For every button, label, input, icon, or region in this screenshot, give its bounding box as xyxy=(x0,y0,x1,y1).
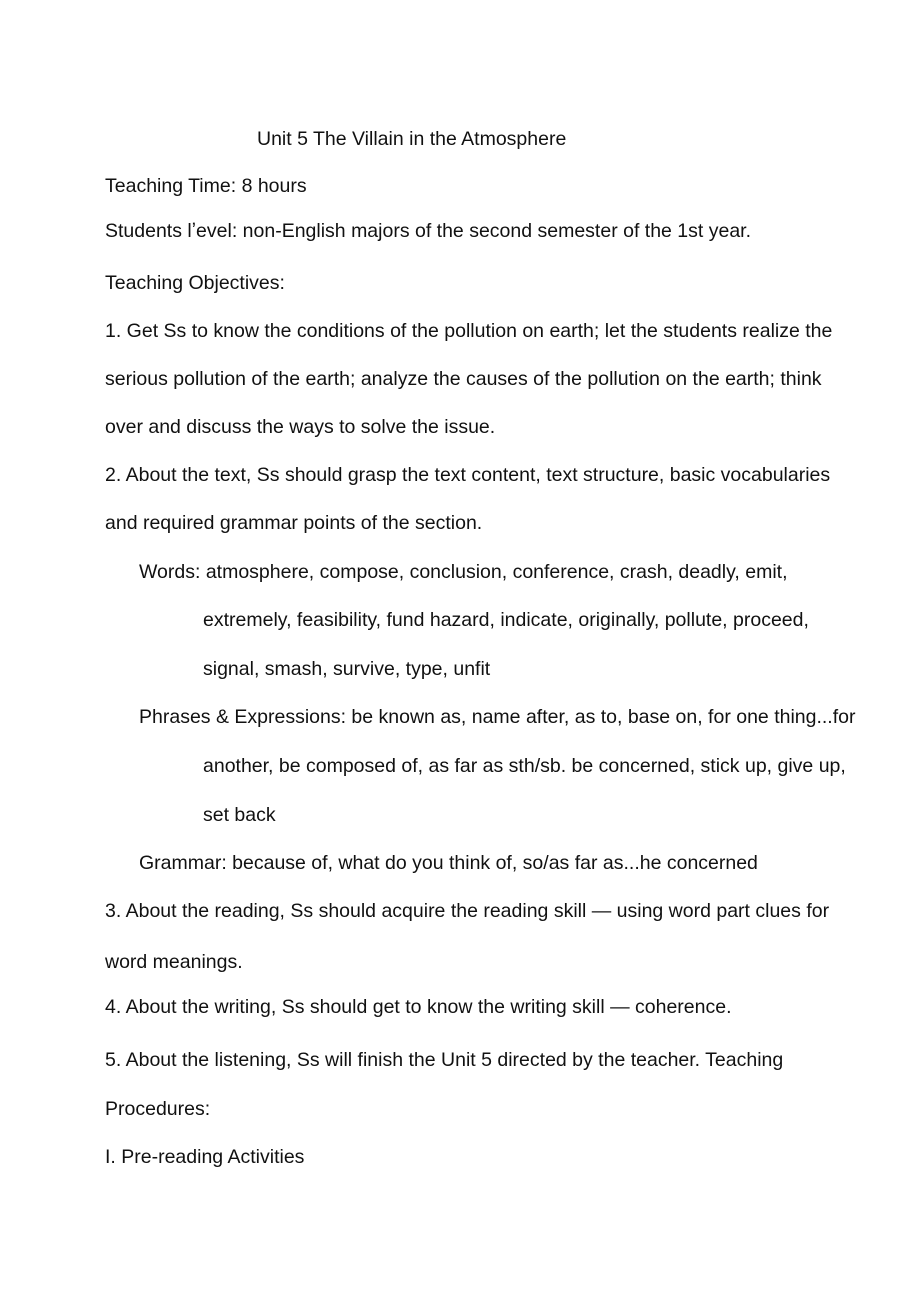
phrases-line-2: another, be composed of, as far as sth/sb. be concerned, stick up, give up, xyxy=(203,755,846,777)
words-line-3: signal, smash, survive, type, unfit xyxy=(203,658,491,680)
teaching-time: Teaching Time: 8 hours xyxy=(105,175,307,197)
grammar-line: Grammar: because of, what do you think of, so/as far as...he concerned xyxy=(139,852,758,874)
objective-4: 4. About the writing, Ss should get to know the writing skill — coherence. xyxy=(105,996,732,1018)
document-title: Unit 5 The Villain in the Atmosphere xyxy=(257,128,567,150)
objective-3-line-2: word meanings. xyxy=(105,951,243,973)
section-pre-reading: I. Pre-reading Activities xyxy=(105,1146,305,1168)
objective-1-line-3: over and discuss the ways to solve the issue. xyxy=(105,416,496,438)
objective-1-line-1: 1. Get Ss to know the conditions of the pollution on earth; let the students realize the xyxy=(105,320,833,342)
phrases-line-1: Phrases & Expressions: be known as, name after, as to, base on, for one thing...for xyxy=(139,706,856,728)
objective-1-line-2: serious pollution of the earth; analyze the causes of the pollution on the earth; think xyxy=(105,368,822,390)
objective-2-line-2: and required grammar points of the section. xyxy=(105,512,483,534)
objective-5-line-2: Procedures: xyxy=(105,1098,211,1120)
words-line-1: Words: atmosphere, compose, conclusion, conference, crash, deadly, emit, xyxy=(139,561,788,583)
students-level: Students lʼevel: non-English majors of the second semester of the 1st year. xyxy=(105,220,752,242)
objective-3-line-1: 3. About the reading, Ss should acquire the reading skill — using word part clues for xyxy=(105,900,830,922)
objective-5-line-1: 5. About the listening, Ss will finish the Unit 5 directed by the teacher. Teaching xyxy=(105,1049,784,1071)
phrases-line-3: set back xyxy=(203,804,276,826)
words-line-2: extremely, feasibility, fund hazard, indicate, originally, pollute, proceed, xyxy=(203,609,809,631)
objective-2-line-1: 2. About the text, Ss should grasp the text content, text structure, basic vocabularies xyxy=(105,464,831,486)
objectives-heading: Teaching Objectives: xyxy=(105,272,285,294)
